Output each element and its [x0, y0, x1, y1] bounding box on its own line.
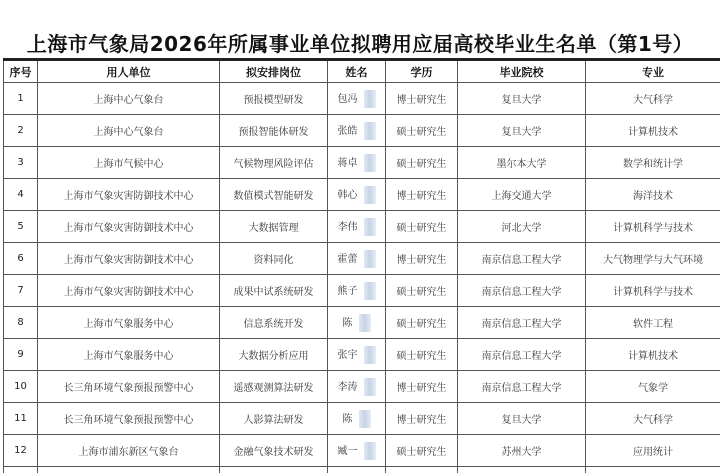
- cell-education: 硕士研究生: [386, 275, 458, 307]
- cell-unit: 上海市气象服务中心: [38, 307, 220, 339]
- cell-school: 南京信息工程大学: [458, 243, 586, 275]
- cell-seq: 7: [4, 275, 38, 307]
- name-text: 陈: [343, 410, 353, 425]
- cell-major: 计算机科学与技术: [586, 211, 720, 243]
- redaction-mask: [364, 154, 376, 172]
- cell-stub: [38, 467, 220, 473]
- cell-name: [328, 115, 386, 147]
- cell-post: 数值模式智能研发: [220, 179, 328, 211]
- header-unit: 用人单位: [38, 60, 220, 83]
- cell-major: 计算机科学与技术: [586, 275, 720, 307]
- document-title: 上海市气象局2026年所属事业单位拟聘用应届高校毕业生名单（第1号）: [0, 28, 720, 57]
- cell-education: 博士研究生: [386, 83, 458, 115]
- cell-unit: 长三角环境气象预报预警中心: [38, 371, 220, 403]
- cell-education: 博士研究生: [386, 403, 458, 435]
- cell-post: 金融气象技术研发: [220, 435, 328, 467]
- redaction-mask: [359, 314, 371, 332]
- cell-stub: [386, 467, 458, 473]
- redaction-mask: [364, 186, 376, 204]
- table-row: [4, 275, 720, 307]
- cell-seq: 12: [4, 435, 38, 467]
- cell-name: [328, 275, 386, 307]
- cell-seq: 10: [4, 371, 38, 403]
- cell-major: 大气科学: [586, 403, 720, 435]
- cell-education: 硕士研究生: [386, 435, 458, 467]
- name-text: 张宇: [338, 346, 358, 361]
- cell-seq: 1: [4, 83, 38, 115]
- cell-education: 博士研究生: [386, 371, 458, 403]
- cell-school: 苏州大学: [458, 435, 586, 467]
- header-school: 毕业院校: [458, 60, 586, 83]
- cell-stub: [4, 467, 38, 473]
- cell-post: 遥感观测算法研发: [220, 371, 328, 403]
- redaction-mask: [359, 410, 371, 428]
- cell-major: 海洋技术: [586, 179, 720, 211]
- header-post: 拟安排岗位: [220, 60, 328, 83]
- cell-school: 复旦大学: [458, 115, 586, 147]
- cell-post: 资料同化: [220, 243, 328, 275]
- table-row: [4, 307, 720, 339]
- name-text: 蒋卓: [338, 154, 358, 169]
- cell-stub: [220, 467, 328, 473]
- candidate-table: [3, 58, 720, 473]
- name-text: 臧一: [338, 442, 358, 457]
- header-education: 学历: [386, 60, 458, 83]
- cell-major: 气象学: [586, 371, 720, 403]
- table-row: [4, 339, 720, 371]
- cell-unit: 上海市气象服务中心: [38, 339, 220, 371]
- name-text: 韩心: [338, 186, 358, 201]
- cell-seq: 11: [4, 403, 38, 435]
- cell-name: [328, 371, 386, 403]
- cell-post: 人影算法研发: [220, 403, 328, 435]
- cell-education: 硕士研究生: [386, 147, 458, 179]
- redaction-mask: [364, 218, 376, 236]
- table-header-row: [4, 60, 720, 83]
- cell-name: [328, 307, 386, 339]
- cell-unit: 上海中心气象台: [38, 83, 220, 115]
- header-name: 姓名: [328, 60, 386, 83]
- cell-school: 南京信息工程大学: [458, 371, 586, 403]
- name-text: 霍蕾: [338, 250, 358, 265]
- header-seq: 序号: [4, 60, 38, 83]
- cell-school: 南京信息工程大学: [458, 275, 586, 307]
- cell-name: [328, 147, 386, 179]
- redaction-mask: [364, 282, 376, 300]
- cell-school: 上海交通大学: [458, 179, 586, 211]
- cell-name: [328, 339, 386, 371]
- cell-unit: 上海中心气象台: [38, 115, 220, 147]
- cell-post: 大数据管理: [220, 211, 328, 243]
- cell-name: [328, 403, 386, 435]
- cell-major: 数学和统计学: [586, 147, 720, 179]
- cell-stub: [586, 467, 720, 473]
- table-row: [4, 147, 720, 179]
- cell-major: 应用统计: [586, 435, 720, 467]
- name-text: 熊子: [338, 282, 358, 297]
- table-row-partial: [4, 467, 720, 473]
- cell-unit: 上海市气象灾害防御技术中心: [38, 243, 220, 275]
- redaction-mask: [364, 378, 376, 396]
- table-row: [4, 371, 720, 403]
- name-text: 陈: [343, 314, 353, 329]
- cell-post: 信息系统开发: [220, 307, 328, 339]
- redaction-mask: [364, 442, 376, 460]
- table-row: [4, 83, 720, 115]
- redaction-mask: [364, 90, 376, 108]
- table-row: [4, 115, 720, 147]
- cell-seq: 4: [4, 179, 38, 211]
- cell-post: 预报模型研发: [220, 83, 328, 115]
- cell-post: 预报智能体研发: [220, 115, 328, 147]
- cell-school: 南京信息工程大学: [458, 307, 586, 339]
- cell-unit: 上海市气象灾害防御技术中心: [38, 275, 220, 307]
- cell-education: 硕士研究生: [386, 211, 458, 243]
- table-row: [4, 211, 720, 243]
- cell-school: 复旦大学: [458, 83, 586, 115]
- cell-unit: 上海市气候中心: [38, 147, 220, 179]
- cell-unit: 长三角环境气象预报预警中心: [38, 403, 220, 435]
- cell-unit: 上海市浦东新区气象台: [38, 435, 220, 467]
- table-row: [4, 435, 720, 467]
- cell-seq: 3: [4, 147, 38, 179]
- name-text: 李涛: [338, 378, 358, 393]
- cell-stub: [328, 467, 386, 473]
- cell-seq: 8: [4, 307, 38, 339]
- cell-name: [328, 435, 386, 467]
- cell-education: 硕士研究生: [386, 115, 458, 147]
- redaction-mask: [364, 122, 376, 140]
- cell-post: 气候物理风险评估: [220, 147, 328, 179]
- redaction-mask: [364, 346, 376, 364]
- cell-school: 墨尔本大学: [458, 147, 586, 179]
- cell-education: 硕士研究生: [386, 307, 458, 339]
- cell-school: 复旦大学: [458, 403, 586, 435]
- name-text: 李伟: [338, 218, 358, 233]
- cell-major: 计算机技术: [586, 339, 720, 371]
- cell-name: [328, 243, 386, 275]
- cell-stub: [458, 467, 586, 473]
- cell-seq: 9: [4, 339, 38, 371]
- name-text: 张皓: [338, 122, 358, 137]
- table-row: [4, 243, 720, 275]
- cell-name: [328, 211, 386, 243]
- header-major: 专业: [586, 60, 720, 83]
- cell-major: 大气物理学与大气环境: [586, 243, 720, 275]
- cell-major: 计算机技术: [586, 115, 720, 147]
- name-text: 包冯: [338, 90, 358, 105]
- cell-unit: 上海市气象灾害防御技术中心: [38, 211, 220, 243]
- cell-seq: 2: [4, 115, 38, 147]
- candidate-table-container: [3, 58, 720, 473]
- cell-seq: 6: [4, 243, 38, 275]
- cell-post: 大数据分析应用: [220, 339, 328, 371]
- redaction-mask: [364, 250, 376, 268]
- cell-major: 大气科学: [586, 83, 720, 115]
- cell-seq: 5: [4, 211, 38, 243]
- cell-name: [328, 179, 386, 211]
- cell-school: 河北大学: [458, 211, 586, 243]
- cell-major: 软件工程: [586, 307, 720, 339]
- cell-post: 成果中试系统研发: [220, 275, 328, 307]
- cell-unit: 上海市气象灾害防御技术中心: [38, 179, 220, 211]
- cell-education: 硕士研究生: [386, 339, 458, 371]
- cell-education: 博士研究生: [386, 243, 458, 275]
- cell-name: [328, 83, 386, 115]
- table-row: [4, 179, 720, 211]
- cell-education: 博士研究生: [386, 179, 458, 211]
- table-row: [4, 403, 720, 435]
- cell-school: 南京信息工程大学: [458, 339, 586, 371]
